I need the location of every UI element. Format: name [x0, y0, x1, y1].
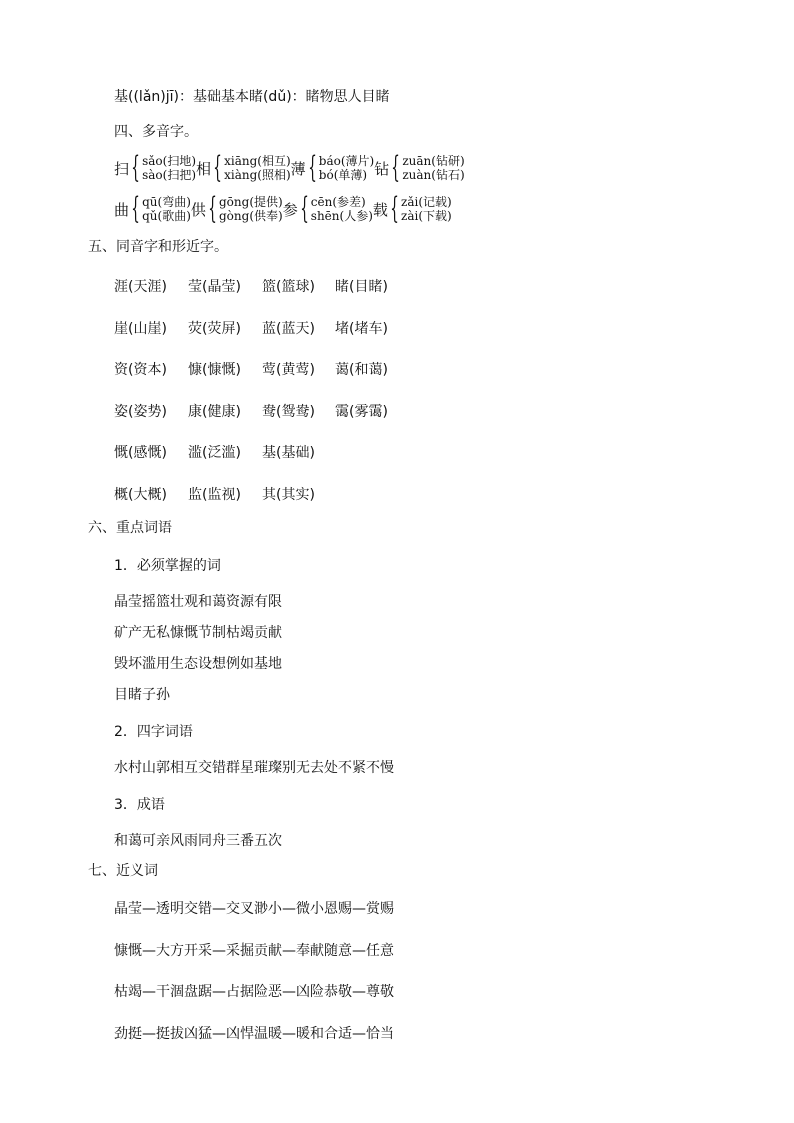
sub-1-line: 目睹子孙 [114, 687, 170, 703]
polyphone-group [190, 191, 283, 226]
polyphone-row-1 [114, 150, 465, 185]
synonym-line: 慷慨—大方开采—采掘贡献—奉献随意—任意 [114, 943, 394, 959]
s5-cell: 莹(晶莹) [188, 279, 241, 295]
s5-cell: 涯(天涯) [114, 279, 167, 295]
polyphone-group [196, 150, 291, 185]
reading: báo(薄片) [318, 154, 375, 168]
s5-cell: 睹(目睹) [335, 279, 388, 295]
reading: qǔ(歌曲) [142, 209, 191, 223]
brace-icon: { [208, 191, 217, 226]
polyphone-group [374, 150, 465, 185]
brace-icon: { [131, 191, 140, 226]
reading: xiàng(照相) [224, 168, 291, 182]
reading: gòng(供奉) [219, 209, 283, 223]
reading: sào(扫把) [142, 168, 197, 182]
s5-cell: 康(健康) [188, 404, 241, 420]
polyphone-group [114, 191, 191, 226]
section-4-title: 四、多音字。 [114, 124, 198, 140]
s5-cell: 资(资本) [114, 362, 167, 378]
s5-cell: 姿(姿势) [114, 404, 167, 420]
polyphone-group [114, 150, 197, 185]
polyphone-char: 相 [196, 159, 212, 178]
section-6-title: 六、重点词语 [88, 520, 172, 536]
brace-icon: { [391, 150, 401, 185]
polyphone-char: 供 [190, 200, 206, 219]
polyphone-group [290, 150, 375, 185]
reading: zuàn(钻石) [402, 168, 465, 182]
sub-3-title: 3．成语 [114, 797, 165, 813]
s5-cell: 堵(堵车) [335, 321, 388, 337]
s5-cell: 滥(泛滥) [188, 445, 241, 461]
reading: xiāng(相互) [224, 154, 291, 168]
s5-cell: 霭(雾霭) [335, 404, 388, 420]
sub-1-line: 晶莹摇篮壮观和蔼资源有限 [114, 594, 282, 610]
s5-cell: 其(其实) [262, 487, 315, 503]
reading: cēn(参差) [310, 195, 366, 209]
polyphone-group [372, 191, 452, 226]
s5-cell: 基(基础) [262, 445, 315, 461]
s5-cell: 慷(慷慨) [188, 362, 241, 378]
polyphone-row-2 [114, 191, 452, 226]
sub-3-line: 和蔼可亲风雨同舟三番五次 [114, 833, 282, 849]
s5-cell: 蓝(蓝天) [262, 321, 315, 337]
brace-icon: { [307, 150, 317, 185]
polyphone-char: 扫 [114, 159, 130, 178]
brace-icon: { [213, 150, 222, 185]
reading: qū(弯曲) [142, 195, 191, 209]
polyphone-char: 钻 [374, 159, 390, 178]
s5-cell: 概(大概) [114, 487, 167, 503]
sub-1-title: 1．必须掌握的词 [114, 558, 221, 574]
section-5-title: 五、同音字和形近字。 [88, 239, 228, 255]
polyphone-char: 薄 [290, 159, 306, 178]
sub-1-line: 矿产无私慷慨节制枯竭贡献 [114, 625, 282, 641]
reading: bó(单薄) [318, 168, 368, 182]
brace-icon: { [131, 150, 140, 185]
s5-cell: 蔼(和蔼) [335, 362, 388, 378]
reading: zài(下载) [401, 209, 452, 223]
s5-cell: 篮(篮球) [262, 279, 315, 295]
polyphone-group [282, 191, 373, 226]
sub-2-line: 水村山郭相互交错群星璀璨别无去处不紧不慢 [114, 760, 394, 776]
sub-2-title: 2．四字词语 [114, 724, 193, 740]
s5-cell: 监(监视) [188, 487, 241, 503]
reading: zǎi(记载) [401, 195, 452, 209]
s5-cell: 鸯(鸳鸯) [262, 404, 315, 420]
sub-1-line: 毁坏滥用生态设想例如基地 [114, 656, 282, 672]
polyphone-char: 曲 [114, 200, 130, 219]
synonym-line: 枯竭—干涸盘踞—占据险恶—凶险恭敬—尊敬 [114, 984, 394, 1000]
reading: gōng(提供) [219, 195, 283, 209]
polyphone-char: 参 [282, 200, 298, 219]
s5-cell: 莺(黄莺) [262, 362, 315, 378]
reading: sǎo(扫地) [142, 154, 197, 168]
reading: shēn(人参) [310, 209, 373, 223]
reading: zuān(钻研) [402, 154, 465, 168]
line-ji: 基((lǎn)jī)：基础基本睹(dǔ)：睹物思人目睹 [114, 89, 390, 105]
synonym-line: 劲挺—挺拔凶猛—凶悍温暖—暖和合适—恰当 [114, 1026, 394, 1042]
section-7-title: 七、近义词 [88, 863, 158, 879]
polyphone-char: 载 [372, 200, 388, 219]
brace-icon: { [299, 191, 309, 226]
s5-cell: 荧(荧屏) [188, 321, 241, 337]
synonym-line: 晶莹—透明交错—交叉渺小—微小恩赐—赏赐 [114, 901, 394, 917]
brace-icon: { [390, 191, 399, 226]
s5-cell: 崖(山崖) [114, 321, 167, 337]
s5-cell: 慨(感慨) [114, 445, 167, 461]
